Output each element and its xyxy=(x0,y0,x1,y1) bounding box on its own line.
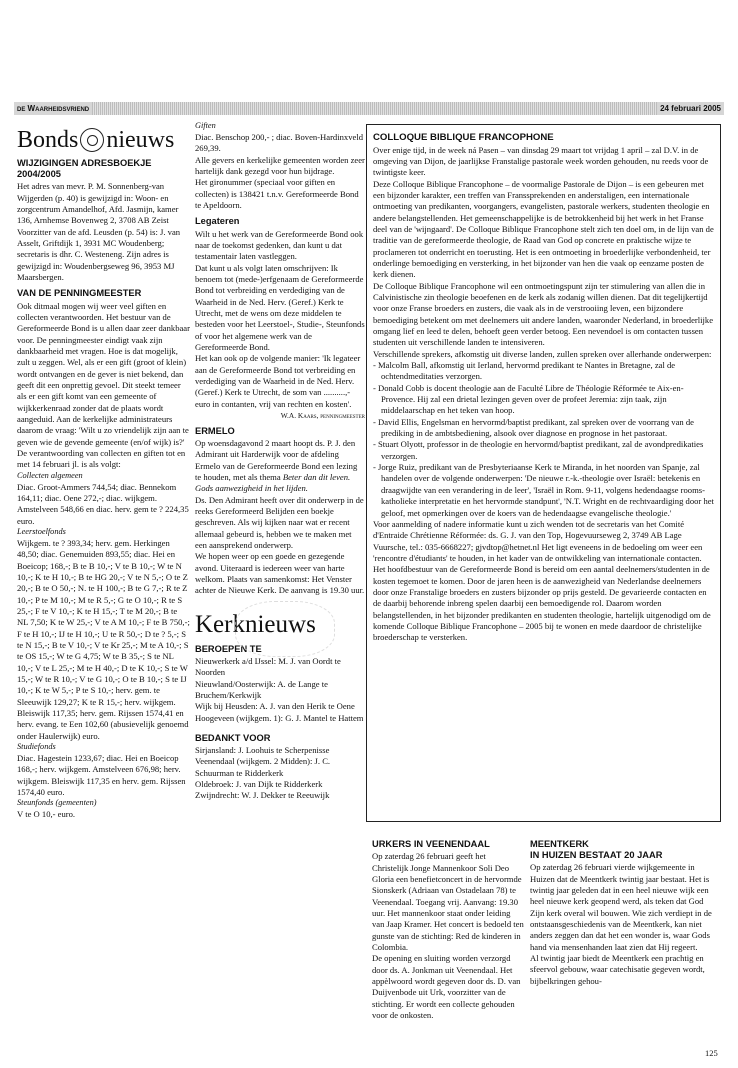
title-line-1: MEENTKERK xyxy=(530,839,589,849)
section-title-adresboekje: WIJZIGINGEN ADRESBOEKJE 2004/2005 xyxy=(17,158,152,180)
subhead: Studiefonds xyxy=(17,742,56,752)
paragraph: Deze Colloque Biblique Francophone – de voormalige Pastorale de Dijon – is een gebeuren met een bijzonder karakter, een treffen van Franssprekenden en anderstaligen, een internationale ontmoeting van predikanten, voorgangers, evangelisten, pastorale werkers, studenten theologie en andere belangstellenden. Het gemeenschappelijke is de betrokkenheid bij het werk in het Franse deel van de 'wijngaard'. De Colloque Biblique Francophone stelt zich ten doel om, in de lijn van de traditie van de gereformeerde theologie, de Raad van God op concrete en praktische wijze te proclameren tot onderricht en toerusting. Het is een ontmoeting in broederlijke verbondenheid, ter onderlinge bemoediging en versterking, in het bijzonder van hen die vaak op eenzame posten de kerk dienen. xyxy=(373,178,714,280)
list-item: - Donald Cobb is docent theologie aan de Faculté Libre de Théologie Réformée te Aix-en-Provence. Hij zal een drietal lezingen geven over de profeet Jeremia: zijn taak, zijn middelaarschap en het teken van hoop. xyxy=(373,382,684,416)
column-meentkerk xyxy=(530,834,718,987)
list-item: - Stuart Olyott, professor in de theologie en hervormd/baptist predikant, zal de avondpredikaties verzorgen. xyxy=(373,439,704,461)
column-bondsnieuws xyxy=(17,127,190,821)
paragraph: De opening en sluiting worden verzorgd door ds. A. Jonkman uit Veenendaal. Het appèlwoord wordt gegeven door ds. D. van Duijvenbode uit Urk, voorzitter van de stichting. Er wordt een collecte gehouden voor de onkosten. xyxy=(372,953,521,1020)
paragraph: Op zaterdag 26 februari vierde wijkgemeente in Huizen dat de Meentkerk twintig jaar bestaat. Het is twintig jaar geleden dat in een heel nieuwe wijk een heel nieuwe kerk geopend werd, als teken dat God Zijn kerk overal wil bouwen. Wie zich verdiept in de ontstaansgeschiedenis van de Meentkerk, kan niet anders zeggen dan dat het een wonder is, waar Gods hand via mensenhanden laat zien dat Hij regeert. xyxy=(530,862,712,952)
masthead-part-b: nieuws xyxy=(106,127,175,153)
list-item: Oldebroek: J. van Dijk te Ridderkerk xyxy=(195,779,323,790)
paragraph: Het adres van mevr. P. M. Sonnenberg-van Wijgerden (p. 40) is gewijzigd in: Woon- en zorgcentrum Amandelhof, Afd. Jasmijn, kamer 136, Arnhemse Bovenweg 2, 3708 AB Zeist xyxy=(17,181,179,226)
paragraph: De Colloque Biblique Francophone wil een ontmoetingspunt zijn ter stimulering van allen die in Calvinistische zin theologie beoefenen en de kerk als zodanig willen dienen. Dat dit tegelijkertijd voor onze Franse broeders en zusters, die vaak als in de verstrooiing leven, een bijzondere bemoediging betekent om met deelnemers uit andere landen, waaronder Nederland, in broederlijke omgang lief en leed te delen, behoeft geen verder betoog. Een nevendoel is om contacten tussen studenten uit verschillende landen te intensiveren. xyxy=(373,280,714,348)
section-title-ermelo: ERMELO xyxy=(195,425,235,436)
paragraph xyxy=(195,438,365,495)
paragraph: Diac. Hagestein 1233,67; diac. Hei en Boeicop 168,-; herv. wijkgem. Amstelveen 676,98; herv. wijkgem. Bleiswijk 117,35 en herv. gem. Rijssen 1574,40 euro. xyxy=(17,753,186,798)
colloque-box xyxy=(366,124,721,822)
list-item: - Malcolm Ball, afkomstig uit Ierland, hervormd predikant te Nantes in Bretagne, zal de ochtendmeditaties verzorgen. xyxy=(373,360,676,382)
section-title-colloque: COLLOQUE BIBLIQUE FRANCOPHONE xyxy=(373,132,554,143)
church-watermark-icon xyxy=(235,601,335,657)
paragraph: Diac. Groot-Ammers 744,54; diac. Bennekom 164,11; diac. Oene 272,-; diac. wijkgem. Amstelveen 548,66 en diac. herv. gem te ? 224,35 euro. xyxy=(17,481,189,526)
paragraph: Ds. Den Admirant heeft over dit onderwerp in de reeks Gereformeerd Belijden een boekje geschreven. Als wij kijken naar wat er recent allemaal gebeurd is, hebben we te maken met een aansprekend onderwerp. xyxy=(195,494,364,551)
list-item: - Jorge Ruiz, predikant van de Presbyteriaanse Kerk te Miranda, in het noorden van Spanje, zal handelen over de volgende onderwerpen: 'De nieuwe r.-k.-theologie over Israël: betekenis en draagwijdte van een verandering in de leer', 'Israël in Rom. 9-11, volgens hedendaagse rooms-katholieke interpretatie en het hervormde standpunt', 'N.T. Wright en de rechtvaardiging door het geloof, met opmerkingen over de koers van de hedendaagse evangelische theologie.' xyxy=(373,462,714,518)
paragraph: Wijkgem. te ? 393,34; herv. gem. Herkingen 48,50; diac. Genemuiden 893,55; diac. Hei en Boeicop; 168,-; B te B 10,-; V te B 10,-; W te N 10,-; K te H 10,-; B te HG 20,-; V te N 5,-; O te Z 20,-; B te O 50,-; N. te H 100,-; B te G 7,-; R te Z 10,-; P te M 10,-; M te R 5,-; G te O 10,-; R te S 25,-; F te V 10,-; K te H 15,-; T te M 20,-; B te NL 7,50; K te W 25,-; V te A M 10,-; F te B 750,-; F te H 10,-; IJ te H 10,-; U te R 50,-; D te ? 5,-; S te N 15,-; B te V 10,-; V te Kr 25,-; M te A 10,-; S te OS 15,-; W te G 4,75; W te B 35,-; S te NL 10,-; V te L 25,-; M te H 40,-; D te K 10,-; S te W 15,-; W te R 10,-; V te G 10,-; O te B 10,-; S te IJ 10,-; K te W 5,-; P te S 10,-; herv. gem. te Sleeuwijk 129,27; K te R 15,-; herv. wijkgem. Bleiswijk 117,35; herv. gem. Rijssen 1574,41 en herv. evang. te Een 102,60 (abusievelijk genoemd onder Haulerwijk) euro. xyxy=(17,537,190,741)
section-title-legateren: Legateren xyxy=(195,216,240,227)
section-title-urkers: URKERS IN VEENENDAAL xyxy=(372,839,490,849)
paragraph: Al twintig jaar biedt de Meentkerk een prachtig en sfeervol gebouw, waar catechisatie gegeven wordt, bijbelkringen gehou- xyxy=(530,953,705,986)
signature: W.A. Kaars, penningmeester xyxy=(280,411,365,420)
list-item: Wijk bij Heusden: A. J. van den Herik te Oene xyxy=(195,701,355,712)
subhead: Giften xyxy=(195,121,216,130)
list-item: - David Ellis, Engelsman en hervormd/baptist predikant, zal spreken over de voorrang van de prediking in de ambtsbediening, alsook over diagnose en prognose in het pastoraat. xyxy=(373,416,694,439)
ermelo-theme: Beter dan dit leven. Gods aanwezigheid in het lijden. xyxy=(195,471,351,494)
paragraph: Ook ditmaal mogen wij weer veel giften en collecten verantwoorden. Het bestuur van de Gereformeerde Bond is u allen daar zeer dankbaar voor. De penningmeester eindigt vaak zijn dankbaarheid met vragen. Hoe is dat mogelijk, zult u zeggen. Wel, als er een gift (groot of klein) wordt ontvangen en de gever is niet bekend, dan geeft dit een onprettig gevoel. Dit steekt temeer als er een gift komt van een gemeente of wijkkerkenraad zonder dat de plaats wordt aangeduid. Aan de kerkelijke administrateurs daarom de vraag: 'Wilt u zo vriendelijk zijn aan te geven wie de gevende gemeente (en/of wijk) is?' xyxy=(17,300,190,447)
paragraph: We hopen weer op een goede en gezegende avond. Uiteraard is iedereen weer van harte welkom. Plaats van samenkomst: Het Venster achter de Nieuwe Kerk. De aanvang is 19.30 uur. xyxy=(195,551,365,596)
kerknieuws-title: Kerknieuws xyxy=(195,610,316,638)
list-item: Nieuwland/Oosterwijk: A. de Lange te Bruchem/Kerkwijk xyxy=(195,678,328,700)
subhead: Collecten algemeen xyxy=(17,470,83,480)
paragraph: Alle gevers en kerkelijke gemeenten worden zeer hartelijk dank gezegd voor hun bijdrage. xyxy=(195,154,365,176)
paragraph: De verantwoording van collecten en giften tot en met 14 februari jl. is als volgt: xyxy=(17,448,186,470)
bondsnieuws-masthead xyxy=(17,127,190,153)
page-number: 125 xyxy=(705,1048,718,1058)
paragraph: Wilt u het werk van de Gereformeerde Bond ook naar de toekomst gedenken, dan kunt u dat testamentair laten vastleggen. xyxy=(195,228,364,262)
paragraph: Diac. Benschop 200,- ; diac. Boven-Hardinxveld 269,39. xyxy=(195,131,364,154)
list-item: Nieuwerkerk a/d IJssel: M. J. van Oordt te Noorden xyxy=(195,655,341,678)
paragraph: Voorzitter van de afd. Leusden (p. 54) is: J. van Asselt, Griftdijk 1, 3931 MC Woudenberg; secretaris is dhr. C. Westeneng. Zijn adres is gewijzigd in: Woudenbergseweg 96, 3953 MJ Maarsbergen. xyxy=(17,226,181,283)
page-header xyxy=(14,102,724,115)
paragraph: Het kan ook op de volgende manier: 'Ik legateer aan de Gereformeerde Bond tot verbreiding en verdediging van de Waarheid in de Ned. Herv.(Geref.) Kerk te Utrecht, de som van ..........,- euro in contanten, vrij van rechten en kosten'. xyxy=(195,353,361,409)
paragraph: V te O 10,- euro. xyxy=(17,809,76,820)
column-giften-kerknieuws xyxy=(195,121,365,802)
list-item: Zwijndrecht: W. J. Dekker te Reeuwijk xyxy=(195,790,330,801)
paragraph: Op zaterdag 26 februari geeft het Christelijk Jonge Mannenkoor Soli Deo Gloria een benefietconcert in de hervormde Sionskerk (Adriaan van Ostadelaan 78) te Veenendaal. Toegang vrij. Aanvang: 19.30 uur. Het mannenkoor staat onder leiding van Jaap Kramer. Het concert is bedoeld ten gunste van de stichting: Red de kinderen in Colombia. xyxy=(372,851,524,952)
section-title-meentkerk xyxy=(530,839,718,861)
ermelo-text: Op woensdagavond 2 maart hoopt ds. P. J. den Admirant uit Harderwijk voor de afdeling Ermelo van de Gereformeerde Bond een lezing te houden, met als thema xyxy=(195,437,358,482)
section-title-penningmeester: VAN DE PENNINGMEESTER xyxy=(17,288,142,299)
paragraph: Voor aanmelding of nadere informatie kunt u zich wenden tot de secretaris van het Comité d'Entraide Chrétienne Réformée: ds. G. J. van den Top, Hogevuurseweg 2, 3749 AB Lage Vuursche, tel.: 035-6668227; gjvdtop@hetnet.nl Het ligt eveneens in de bedoeling om weer een 'rencontre d'étudiants' te houden, in het kader van de ontwikkeling van internationale contacten. Het hoofdbestuur van de Gereformeerde Bond is bereid om een aantal deelnemers/studenten in de kosten tegemoet te komen. Door de jaren heen is de aanwezigheid van Nederlandse deelnemers door onze Franstalige broeders en zusters bijzonder op prijs gesteld. De gevarieerde contacten en de daarbij behorende inbreng spelen daarbij een bemoedigende rol. Daarom worden belangstellenden, in het bijzonder predikanten en studenten theologie, hartelijk uitgenodigd om de komende Colloque Biblique Francophone – 2005 bij te wonen en mede daardoor de christelijke broederschap te versterken. xyxy=(373,518,711,643)
bond-logo-icon xyxy=(80,128,104,152)
section-title-bedankt: BEDANKT VOOR xyxy=(195,732,271,743)
subhead: Leerstoelfonds xyxy=(17,527,66,537)
paragraph: Verschillende sprekers, afkomstig uit diverse landen, zullen spreken over allerhande onderwerpen: xyxy=(373,348,712,359)
list-item: Sirjansland: J. Loohuis te Scherpenisse xyxy=(195,745,330,756)
list-item: Veenendaal (wijkgem. 2 Midden): J. C. Schuurman te Ridderkerk xyxy=(195,756,331,778)
title-line-2: IN HUIZEN BESTAAT 20 JAAR xyxy=(530,850,663,861)
section-title-beroepen: BEROEPEN TE xyxy=(195,643,262,654)
column-urkers xyxy=(372,834,524,1021)
publication-name: de Waarheidsvriend xyxy=(14,102,92,115)
kerknieuws-masthead xyxy=(195,611,365,639)
list-item: Hoogeveen (wijkgem. 1): G. J. Mantel te Hattem xyxy=(195,712,364,723)
masthead-part-a: Bonds xyxy=(17,127,79,153)
paragraph: Dat kunt u als volgt laten omschrijven: Ik benoem tot (mede-)erfgenaam de Gereformeerde Bond tot verbreiding en verdediging van de Waarheid in de Ned. Herv. (Geref.) Kerk te Utrecht, met de wens om deze middelen te besteden voor het Leerstoel-, Studie-, Steunfonds of voor het algemene werk van de Gereformeerde Bond. xyxy=(195,262,365,352)
publication-date: 24 februari 2005 xyxy=(657,102,724,115)
subhead: Steunfonds (gemeenten) xyxy=(17,798,97,808)
paragraph: Het gironummer (speciaal voor giften en collecten) is 138421 t.n.v. Gereformeerde Bond te Apeldoorn. xyxy=(195,177,359,210)
paragraph: Over enige tijd, in de week ná Pasen – van dinsdag 29 maart tot vrijdag 1 april – zal D.V. in de omgeving van Dijon, de jaarlijkse Franstalige pastorale week worden gehouden, nu reeds voor de twintigste keer. xyxy=(373,144,709,178)
